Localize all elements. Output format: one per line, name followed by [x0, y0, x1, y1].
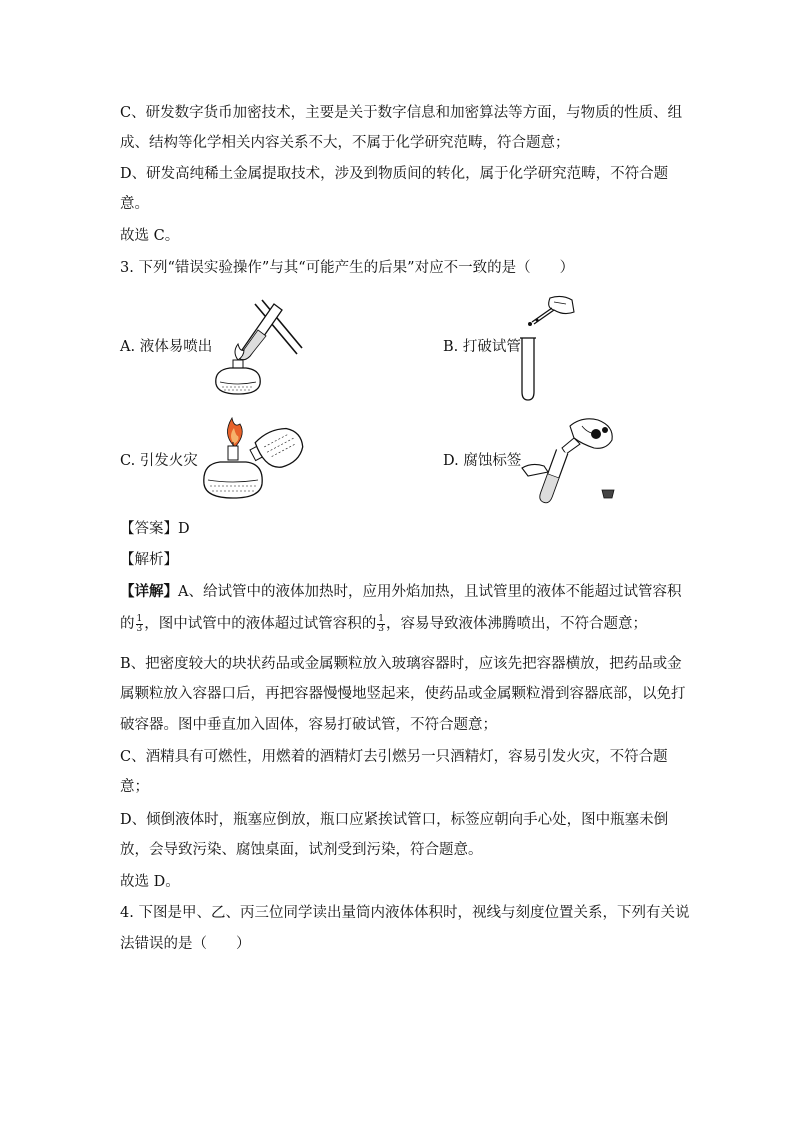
detail-line: 故选 D。 [120, 874, 180, 890]
question-3: 3. 下列“错误实验操作”与其“可能产生的后果”对应不一致的是（ ） [120, 260, 575, 276]
detail-text: A、给试管中的液体加热时，应用外焰加热，且试管里的液体不能超过试管容积 [178, 584, 682, 600]
analysis-title: 【解析】 [120, 552, 178, 568]
text-line: C、研发数字货币加密技术，主要是关于数字信息和加密算法等方面，与物质的性质、组 [120, 105, 683, 121]
option-d-label: D. 腐蚀标签 [443, 453, 522, 469]
detail-text: ，容易导致液体沸腾喷出，不符合题意； [385, 616, 647, 632]
figure-pouring-liquid [518, 414, 618, 506]
figure-heating-tube [200, 290, 310, 400]
question-4: 4. 下图是甲、乙、丙三位同学读出量筒内液体体积时，视线与刻度位置关系，下列有关说 [120, 905, 690, 921]
option-a-label: A. 液体易喷出 [120, 339, 213, 355]
answer: 【答案】D [120, 521, 190, 537]
option-c-label: C. 引发火灾 [120, 453, 198, 469]
fraction-numerator: 1 [136, 613, 143, 624]
text-line: 故选 C。 [120, 228, 180, 244]
detail-line: D、倾倒液体时，瓶塞应倒放，瓶口应紧挨试管口，标签应朝向手心处，图中瓶塞未倒 [120, 812, 669, 828]
detail-line: B、把密度较大的块状药品或金属颗粒放入玻璃容器时，应该先把容器横放，把药品或金 [120, 656, 682, 672]
detail-line: 意； [120, 779, 149, 795]
detail-text: 的 [120, 616, 135, 632]
detail-line: 破容器。图中垂直加入固体，容易打破试管，不符合题意； [120, 717, 497, 733]
fraction [377, 615, 385, 634]
fraction-denominator: 3 [378, 623, 384, 634]
figure-lighting-lamp [196, 412, 311, 504]
detail-line [120, 582, 681, 602]
detail-line: 属颗粒放入容器口后，再把容器慢慢地竖起来，使药品或金属颗粒滑到容器底部，以免打 [120, 686, 686, 702]
fraction-numerator: 1 [378, 613, 384, 624]
question-4: 法错误的是（ ） [120, 936, 251, 952]
detail-line [120, 614, 647, 634]
text-line: D、研发高纯稀土金属提取技术，涉及到物质间的转化，属于化学研究范畴，不符合题 [120, 166, 669, 182]
fraction [136, 615, 144, 634]
option-b-label: B. 打破试管 [443, 339, 521, 355]
figure-dropping-solid [510, 292, 580, 404]
detail-line: 放，会导致污染、腐蚀桌面，试剂受到污染，符合题意。 [120, 842, 483, 858]
text-line: 意。 [120, 196, 149, 212]
detail-text: ，图中试管中的液体超过试管容积的 [144, 616, 377, 632]
text-line: 成、结构等化学相关内容关系不大，不属于化学研究范畴，符合题意； [120, 135, 570, 151]
detail-line: C、酒精具有可燃性，用燃着的酒精灯去引燃另一只酒精灯，容易引发火灾，不符合题 [120, 749, 668, 765]
detail-tag: 【详解】 [120, 583, 178, 600]
fraction-denominator: 3 [136, 623, 143, 634]
